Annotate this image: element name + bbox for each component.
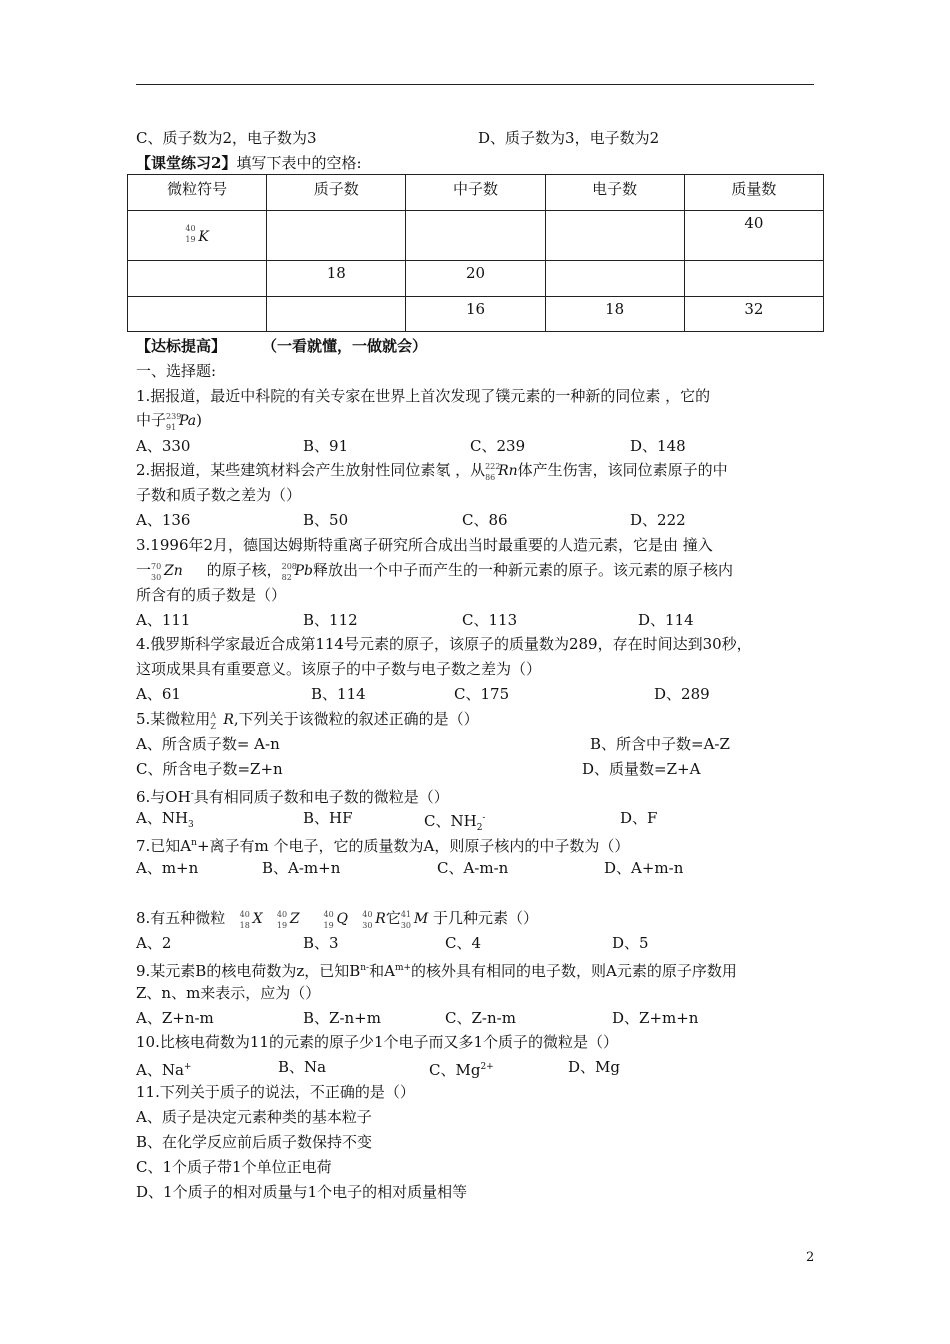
question-9-line2: Z、n、m来表示，应为（） <box>136 984 321 1002</box>
isotope-symbol: 41 30 M <box>400 910 429 930</box>
q2-option-a: A、136 <box>136 511 191 529</box>
q11-option-a: A、质子是决定元素种类的基本粒子 <box>136 1108 372 1126</box>
option-line <box>136 128 317 148</box>
table-cell: 20 <box>406 261 545 297</box>
question-11: 11.下列关于质子的说法，不正确的是（） <box>136 1083 415 1101</box>
option-c: C、质子数为2，电子数为3 <box>136 129 317 147</box>
table-cell[interactable] <box>267 211 406 261</box>
table-cell: 16 <box>406 297 545 332</box>
q2-option-d: D、222 <box>630 511 686 529</box>
table-cell[interactable] <box>545 261 684 297</box>
q8-option-b: B、3 <box>303 934 339 952</box>
table-cell[interactable] <box>128 261 267 297</box>
isotope-symbol: 40 19 K <box>185 224 209 245</box>
isotope-symbol: 208 82 Pb <box>281 562 314 582</box>
q3-option-b: B、112 <box>303 611 358 629</box>
q5-option-a: A、所含质子数= A-n <box>136 735 280 753</box>
q7-option-b: B、A-m+n <box>262 859 341 877</box>
page-number: 2 <box>806 1250 815 1265</box>
col-header: 中子数 <box>406 175 545 211</box>
q2-option-b: B、50 <box>303 511 349 529</box>
isotope-symbol: 70 30 Zn <box>151 562 183 582</box>
table-cell: 40 <box>684 211 823 261</box>
q6-option-d: D、F <box>620 809 658 827</box>
col-header: 质子数 <box>267 175 406 211</box>
isotope-symbol: 239 91 Pa <box>166 412 197 432</box>
question-1: 1.据报道，最近中科院的有关专家在世界上首次发现了镤元素的一种新的同位素 ，它的 <box>136 387 711 405</box>
table-cell: 18 <box>267 261 406 297</box>
exercise-title: 【课堂练习2】 <box>136 154 237 172</box>
q4-option-b: B、114 <box>311 685 366 703</box>
q4-option-c: C、175 <box>454 685 510 703</box>
col-header: 电子数 <box>545 175 684 211</box>
q1-option-a: A、330 <box>136 437 191 455</box>
q11-option-d: D、1个质子的相对质量与1个电子的相对质量相等 <box>136 1183 468 1201</box>
question-3-line2: 一 70 30 Zn 的原子核， 208 82 Pb释放出一个中子而产生的一种新元素的原子。该元素的原子核内 <box>136 561 734 582</box>
header-rule <box>136 84 814 85</box>
question-9: 9.某元素B的核电荷数为z，已知$B^{n-}$和$A^{m+}$的核外具有相同的电子数，则A元素的原子序数用 <box>136 962 737 980</box>
q10-option-d: D、Mg <box>568 1058 620 1076</box>
col-header: 质量数 <box>684 175 823 211</box>
question-5: 5.某微粒用 A Z R,下列关于该微粒的叙述正确的是（） <box>136 710 479 731</box>
table-cell[interactable] <box>545 211 684 261</box>
section-title: 【达标提高】 <box>136 337 227 355</box>
table-cell[interactable] <box>406 211 545 261</box>
table-cell[interactable] <box>684 261 823 297</box>
q11-option-c: C、1个质子带1个单位正电荷 <box>136 1158 332 1176</box>
isotope-symbol: A Z R <box>210 711 234 731</box>
question-2-line2: 子数和质子数之差为（） <box>136 486 302 504</box>
isotope-symbol: 40 19 Q <box>323 910 348 930</box>
section-heading <box>136 336 226 356</box>
question-2: 2.据报道，某些建筑材料会产生放射性同位素氡 ，从 222 86 Rn体产生伤害，该同位素原子的中 <box>136 461 728 482</box>
q2-option-c: C、86 <box>462 511 508 529</box>
particle-table <box>127 174 824 332</box>
q9-option-d: D、Z+m+n <box>612 1009 699 1027</box>
part-title: 一、选择题: <box>136 362 217 380</box>
q6-option-a: A、$NH_3$ <box>136 809 194 830</box>
question-1-line2: 中子 239 91 Pa) <box>136 411 203 432</box>
section-subtitle: （一看就懂，一做就会） <box>262 337 428 355</box>
q6-option-b: B、HF <box>303 809 353 827</box>
q5-option-d: D、质量数=Z+A <box>582 760 701 778</box>
q1-option-c: C、239 <box>470 437 526 455</box>
isotope-symbol: 40 18 X <box>239 910 263 930</box>
question-10: 10.比核电荷数为11的元素的原子少1个电子而又多1个质子的微粒是（） <box>136 1033 619 1051</box>
q8-option-a: A、2 <box>136 934 172 952</box>
q3-option-c: C、113 <box>462 611 518 629</box>
q6-option-c: C、$NH_2^-$ <box>424 812 486 833</box>
q5-option-c: C、所含电子数=Z+n <box>136 760 283 778</box>
q3-option-a: A、111 <box>136 611 191 629</box>
isotope-symbol: 40 19 Z <box>276 910 300 930</box>
question-3-line3: 所含有的质子数是（） <box>136 586 287 604</box>
col-header: 微粒符号 <box>128 175 267 211</box>
q9-option-c: C、Z-n-m <box>445 1009 516 1027</box>
q3-option-d: D、114 <box>638 611 694 629</box>
question-3: 3.1996年2月，德国达姆斯特重离子研究所合成出当时最重要的人造元素，它是由 撞入 <box>136 536 713 554</box>
question-7: 7.已知$A^n+$离子有m 个电子，它的质量数为A，则原子核内的中子数为（） <box>136 837 630 855</box>
q10-option-c: C、$Mg^{2+}$ <box>429 1061 494 1079</box>
isotope-symbol: 40 30 R <box>362 910 386 930</box>
q8-option-d: D、5 <box>612 934 649 952</box>
exercise-heading <box>136 153 362 173</box>
q4-option-a: A、61 <box>136 685 181 703</box>
q10-option-a: A、Na+ <box>136 1061 192 1079</box>
q1-option-b: B、91 <box>303 437 349 455</box>
table-cell[interactable] <box>128 297 267 332</box>
q7-option-a: A、m+n <box>136 859 199 877</box>
table-cell: 18 <box>545 297 684 332</box>
question-8: 8.有五种微粒 40 18 X 40 19 Z 40 19 Q 40 30 R它 41 30 M 于几种元素（） <box>136 909 538 930</box>
table-cell: 32 <box>684 297 823 332</box>
table-cell[interactable] <box>267 297 406 332</box>
q11-option-b: B、在化学反应前后质子数保持不变 <box>136 1133 373 1151</box>
q10-option-b: B、Na <box>278 1058 327 1076</box>
q9-option-b: B、Z-n+m <box>303 1009 381 1027</box>
question-4: 4.俄罗斯科学家最近合成第114号元素的原子，该原子的质量数为289，存在时间达到30秒， <box>136 635 752 653</box>
exercise-instruction: 填写下表中的空格: <box>236 154 362 172</box>
q1-option-d: D、148 <box>630 437 686 455</box>
q8-option-c: C、4 <box>445 934 482 952</box>
q4-option-d: D、289 <box>654 685 710 703</box>
q7-option-d: D、A+m-n <box>604 859 684 877</box>
q7-option-c: C、A-m-n <box>437 859 509 877</box>
option-d: D、质子数为3，电子数为2 <box>478 129 660 147</box>
question-4-line2: 这项成果具有重要意义。该原子的中子数与电子数之差为（） <box>136 660 542 678</box>
isotope-symbol: 222 86 Rn <box>485 462 518 482</box>
q9-option-a: A、Z+n-m <box>136 1009 214 1027</box>
question-6: 6.与OH-具有相同质子数和电子数的微粒是（） <box>136 788 449 806</box>
q5-option-b: B、所含中子数=A-Z <box>590 735 730 753</box>
table-cell <box>128 211 267 261</box>
